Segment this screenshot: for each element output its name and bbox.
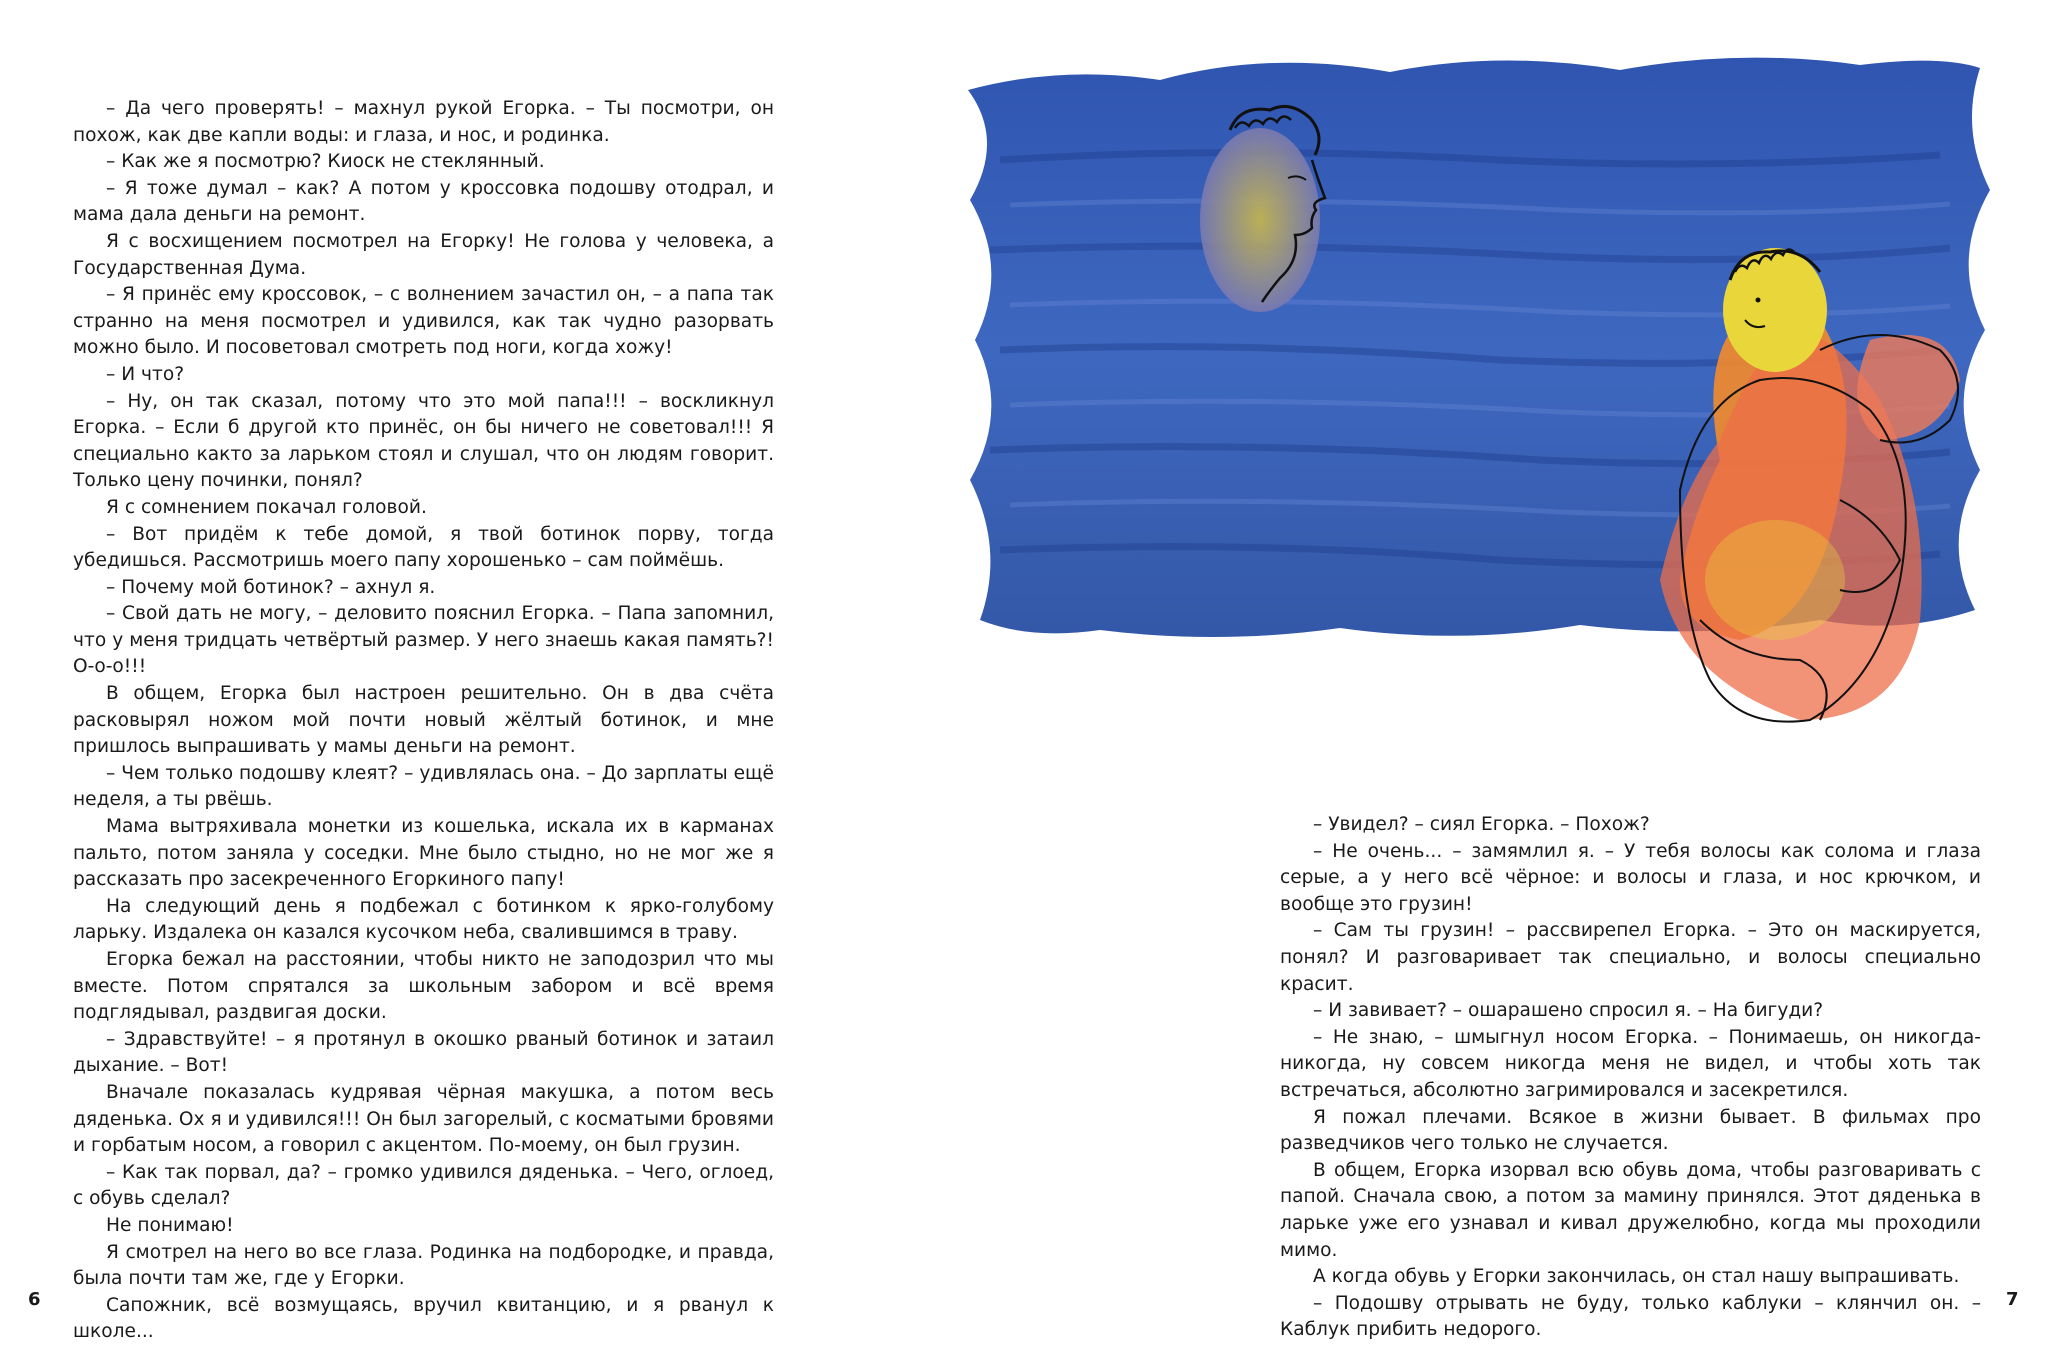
paragraph: – Увидел? – сиял Егорка. – Похож?	[1313, 814, 1650, 835]
paragraph: Я пожал плечами. Всякое в жизни бывает. В фильмах про разведчиков чего только не случается.	[1280, 1106, 1981, 1155]
page-number-left: 6	[28, 1289, 41, 1310]
paragraph: Я с сомнением покачал головой.	[106, 496, 427, 518]
paragraph: – Я тоже думал – как? А потом у кроссовка подошву отодрал, и мама дала деньги на ремонт.	[73, 177, 774, 226]
paragraph: – Почему мой ботинок? – ахнул я.	[106, 576, 436, 598]
paragraph: – Да чего проверять! – махнул рукой Егорка. – Ты посмотри, он похож, как две капли воды: и глаза, и нос, и родинка.	[73, 98, 774, 146]
paragraph: – Чем только подошву клеят? – удивлялась она. – До зарплаты ещё неделя, а ты рвёшь.	[73, 762, 774, 811]
paragraph: На следующий день я подбежал с ботинком к ярко-голубому ларьку. Издалека он казался кусочком неба, свалившимся в траву.	[73, 895, 774, 944]
paragraph: Мама вытряхивала монетки из кошелька, искала их в карманах пальто, потом заняла у соседки. Мне было стыдно, но не мог же я рассказать про засекреченного Егоркиного папу!	[73, 816, 774, 891]
right-text-column	[1280, 812, 1981, 1344]
paragraph: – И завивает? – ошарашено спросил я. – На бигуди?	[1313, 1000, 1824, 1022]
paragraph: – Как же я посмотрю? Киоск не стеклянный.	[106, 151, 545, 173]
paragraph: – Не знаю, – шмыгнул носом Егорка. – Понимаешь, он никогда-никогда, ну совсем никогда меня не видел, и чтобы хоть так встречаться, абсолютно загримировался и засекретился.	[1280, 1026, 1981, 1101]
paragraph: – Не очень... – замямлил я. – У тебя волосы как солома и глаза серые, а у него всё чёрное: и волосы и глаза, и нос крючком, и вообще это грузин!	[1280, 840, 1981, 915]
paragraph: – И что?	[106, 363, 185, 385]
paragraph: – Вот придём к тебе домой, я твой ботинок порву, тогда убедишься. Рассмотришь моего папу хорошенько – сам поймёшь.	[73, 523, 774, 572]
watercolor-illustration-icon	[940, 20, 2010, 810]
paragraph: – Ну, он так сказал, потому что это мой папа!!! – воскликнул Егорка. – Если б другой кто принёс, он бы ничего не советовал!!! Я специально както за ларьком стоял и слушал, что он людям говорит. Только цену починки, понял?	[73, 390, 774, 492]
paragraph: Егорка бежал на расстоянии, чтобы никто не заподозрил что мы вместе. Потом спрятался за школьным забором и всё время подглядывал, раздвигая доски.	[73, 949, 774, 1024]
paragraph: Я смотрел на него во все глаза. Родинка на подбородке, и правда, была почти там же, где у Егорки.	[73, 1241, 774, 1290]
paragraph: Сапожник, всё возмущаясь, вручил квитанцию, и я рванул к школе...	[73, 1294, 774, 1343]
paragraph: Вначале показалась кудрявая чёрная макушка, а потом весь дяденька. Ох я и удивился!!! Он был загорелый, с косматыми бровями и горбатым носом, а говорил с акцентом. По-моему, он был грузин.	[73, 1081, 774, 1157]
paragraph: – Подошву отрывать не буду, только каблуки – клянчил он. – Каблук прибить недорого.	[1280, 1292, 1981, 1341]
left-text-column	[73, 96, 774, 1346]
paragraph: Я с восхищением посмотрел на Егорку! Не голова у человека, а Государственная Дума.	[73, 230, 774, 279]
paragraph: – Сам ты грузин! – рассвирепел Егорка. – Это он маскируется, понял? И разговаривает так специально, и волосы специально красит.	[1280, 920, 1981, 995]
paragraph: – Свой дать не могу, – деловито пояснил Егорка. – Папа запомнил, что у меня тридцать четвёртый размер. У него знаешь какая память?! О-о-о!!!	[73, 603, 774, 678]
paragraph: В общем, Егорка изорвал всю обувь дома, чтобы разговаривать с папой. Сначала свою, а потом за мамину принялся. Этот дяденька в ларьке уже его узнавал и кивал дружелюбно, когда мы проходили мимо.	[1280, 1159, 1981, 1261]
paragraph: – Я принёс ему кроссовок, – с волнением зачастил он, – а папа так странно на меня посмотрел и удивился, как так чудно разорвать можно было. И посоветовал смотреть под ноги, когда хожу!	[73, 284, 774, 359]
page-number-right: 7	[2006, 1289, 2019, 1310]
paragraph: В общем, Егорка был настроен решительно. Он в два счёта расковырял ножом мой почти новый жёлтый ботинок, и мне пришлось выпрашивать у мамы деньги на ремонт.	[73, 683, 774, 758]
paragraph: А когда обувь у Егорки закончилась, он стал нашу выпрашивать.	[1313, 1266, 1960, 1288]
paragraph: – Как так порвал, да? – громко удивился дяденька. – Чего, оглоед, с обувь сделал?	[73, 1161, 774, 1210]
paragraph: – Здравствуйте! – я протянул в окошко рваный ботинок и затаил дыхание. – Вот!	[73, 1028, 774, 1077]
paragraph: Не понимаю!	[106, 1214, 234, 1236]
